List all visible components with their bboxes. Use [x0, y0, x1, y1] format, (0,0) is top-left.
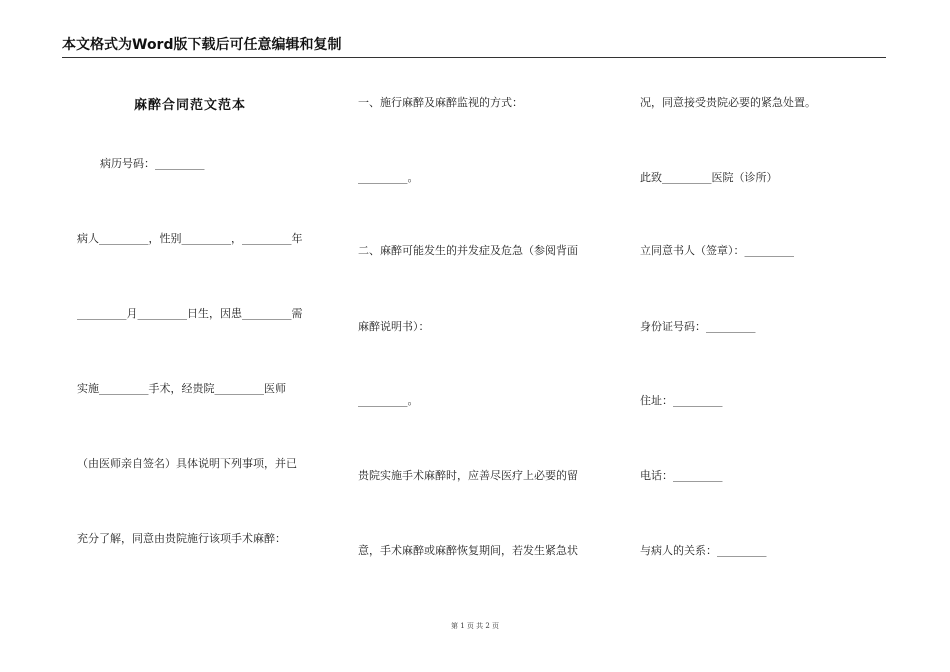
surgery-line: 实施_________手术，经贵院_________医师	[77, 382, 286, 395]
emergency-consent-line: 况，同意接受贵院必要的紧急处置。	[640, 96, 816, 109]
birth-date-line: _________月_________日生，因患_________需	[77, 307, 303, 320]
anesthesia-method-line: 一、施行麻醉及麻醉监视的方式：	[358, 96, 523, 109]
complications-line: 二、麻醉可能发生的并发症及危急（参阅背面	[358, 244, 578, 257]
manual-line: 麻醉说明书）：	[358, 320, 430, 333]
consent-line: 充分了解，同意由贵院施行该项手术麻醉：	[77, 532, 286, 545]
id-number-line: 身份证号码：_________	[640, 320, 756, 333]
address-line: 住址：_________	[640, 394, 723, 407]
explanation-line: （由医师亲自签名）具体说明下列事项，并已	[77, 457, 297, 470]
phone-line: 电话：_________	[640, 469, 723, 482]
blank-line: _________。	[358, 171, 419, 184]
document-header: 本文格式为Word版下载后可任意编辑和复制	[62, 34, 886, 58]
document-title: 麻醉合同范文范本	[134, 98, 247, 113]
hospital-duty-line: 贵院实施手术麻醉时，应善尽医疗上必要的留	[358, 469, 578, 482]
relation-line: 与病人的关系：_________	[640, 544, 767, 557]
medical-record-line: 病历号码：_________	[100, 157, 205, 170]
page-number: 第 1 页 共 2 页	[450, 622, 500, 630]
signer-line: 立同意书人（签章）：_________	[640, 244, 794, 257]
blank-line: _________。	[358, 394, 419, 407]
patient-info-line: 病人_________，性别_________，_________年	[77, 232, 303, 245]
hospital-line: 此致_________医院（诊所）	[640, 171, 778, 184]
emergency-line: 意，手术麻醉或麻醉恢复期间，若发生紧急状	[358, 544, 578, 557]
